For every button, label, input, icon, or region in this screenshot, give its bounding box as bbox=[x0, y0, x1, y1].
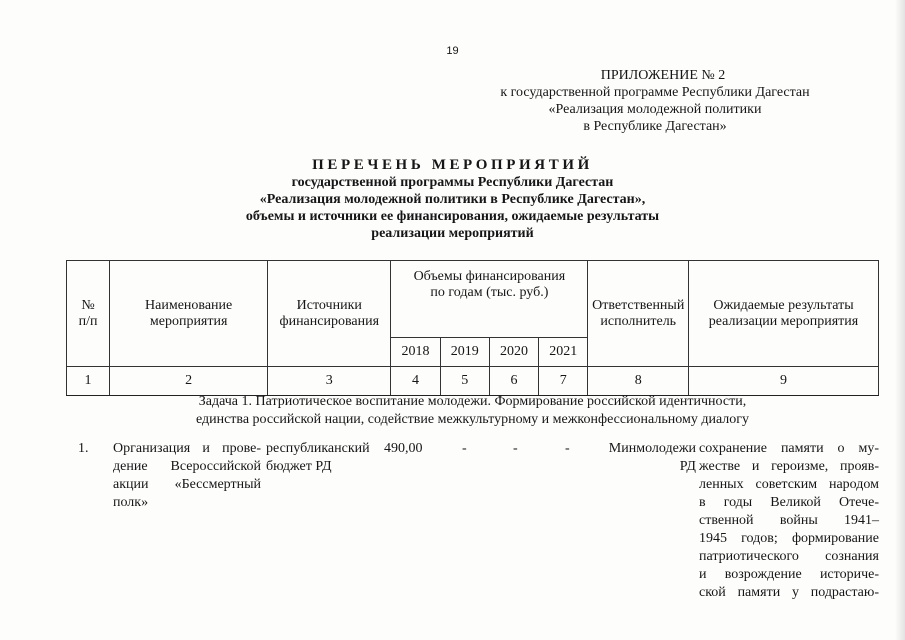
header-funding: Объемы финансирования по годам (тыс. руб.) bbox=[391, 261, 588, 338]
value-2019: - bbox=[462, 441, 467, 456]
task-line: единства российской нации, содействие межкультурному и межконфессиональному диалогу bbox=[195, 412, 750, 427]
year-cell: 2021 bbox=[539, 338, 588, 367]
header-name: Наименование мероприятия bbox=[110, 261, 268, 367]
column-number: 1 bbox=[67, 367, 110, 396]
task-heading bbox=[66, 393, 879, 429]
appendix-line: «Реализация молодежной политики bbox=[548, 102, 762, 117]
appendix-line: ПРИЛОЖЕНИЕ № 2 bbox=[600, 68, 726, 83]
column-number: 5 bbox=[440, 367, 489, 396]
funding-source: республиканский бюджет РД bbox=[266, 441, 370, 474]
year-cell: 2019 bbox=[440, 338, 489, 367]
title-line: ПЕРЕЧЕНЬ МЕРОПРИЯТИЙ bbox=[312, 157, 593, 173]
value-2020: - bbox=[513, 441, 518, 456]
column-number-row bbox=[67, 367, 879, 396]
header-responsible: Ответственный исполнитель bbox=[588, 261, 689, 367]
header-number: № п/п bbox=[67, 261, 110, 367]
value-2021: - bbox=[565, 441, 570, 456]
title-line: государственной программы Республики Дагестан bbox=[291, 175, 614, 190]
title-line: реализации мероприятий bbox=[371, 226, 534, 241]
column-number: 7 bbox=[539, 367, 588, 396]
title-line: объемы и источники ее финансирования, ожидаемые результаты bbox=[245, 209, 660, 224]
expected-results: сохранение памяти о му- жестве и героизме, прояв- ленных советским народом в годы Великой Отече- ственной войны 1941– 1945 годов; формирование патриотического сознания и возрождение историче- ской памяти у подрастаю- bbox=[699, 441, 879, 600]
column-number: 4 bbox=[391, 367, 440, 396]
appendix-line: в Республике Дагестан» bbox=[583, 119, 727, 134]
responsible: Минмолодежи РД bbox=[608, 441, 696, 474]
page-number: 19 bbox=[446, 45, 459, 57]
column-number: 2 bbox=[110, 367, 268, 396]
header-row bbox=[67, 261, 879, 338]
value-2018: 490,00 bbox=[384, 441, 423, 456]
title-line: «Реализация молодежной политики в Республике Дагестан», bbox=[259, 192, 646, 207]
year-cell: 2020 bbox=[489, 338, 538, 367]
document-title bbox=[0, 157, 905, 242]
column-number: 9 bbox=[689, 367, 879, 396]
events-table bbox=[66, 260, 879, 396]
task-line: Задача 1. Патриотическое воспитание молодежи. Формирование российской идентичности, bbox=[198, 394, 747, 409]
scan-shadow bbox=[895, 0, 905, 640]
year-cell: 2018 bbox=[391, 338, 440, 367]
column-number: 8 bbox=[588, 367, 689, 396]
row-number: 1. bbox=[78, 441, 89, 456]
header-source: Источники финансирования bbox=[268, 261, 391, 367]
column-number: 6 bbox=[489, 367, 538, 396]
column-number: 3 bbox=[268, 367, 391, 396]
appendix-header bbox=[470, 67, 840, 135]
appendix-line: к государственной программе Республики Дагестан bbox=[500, 85, 810, 100]
event-name: Организация и прове- дение Всероссийской акции «Бессмертный полк» bbox=[113, 441, 261, 510]
header-results: Ожидаемые результаты реализации мероприятия bbox=[689, 261, 879, 367]
